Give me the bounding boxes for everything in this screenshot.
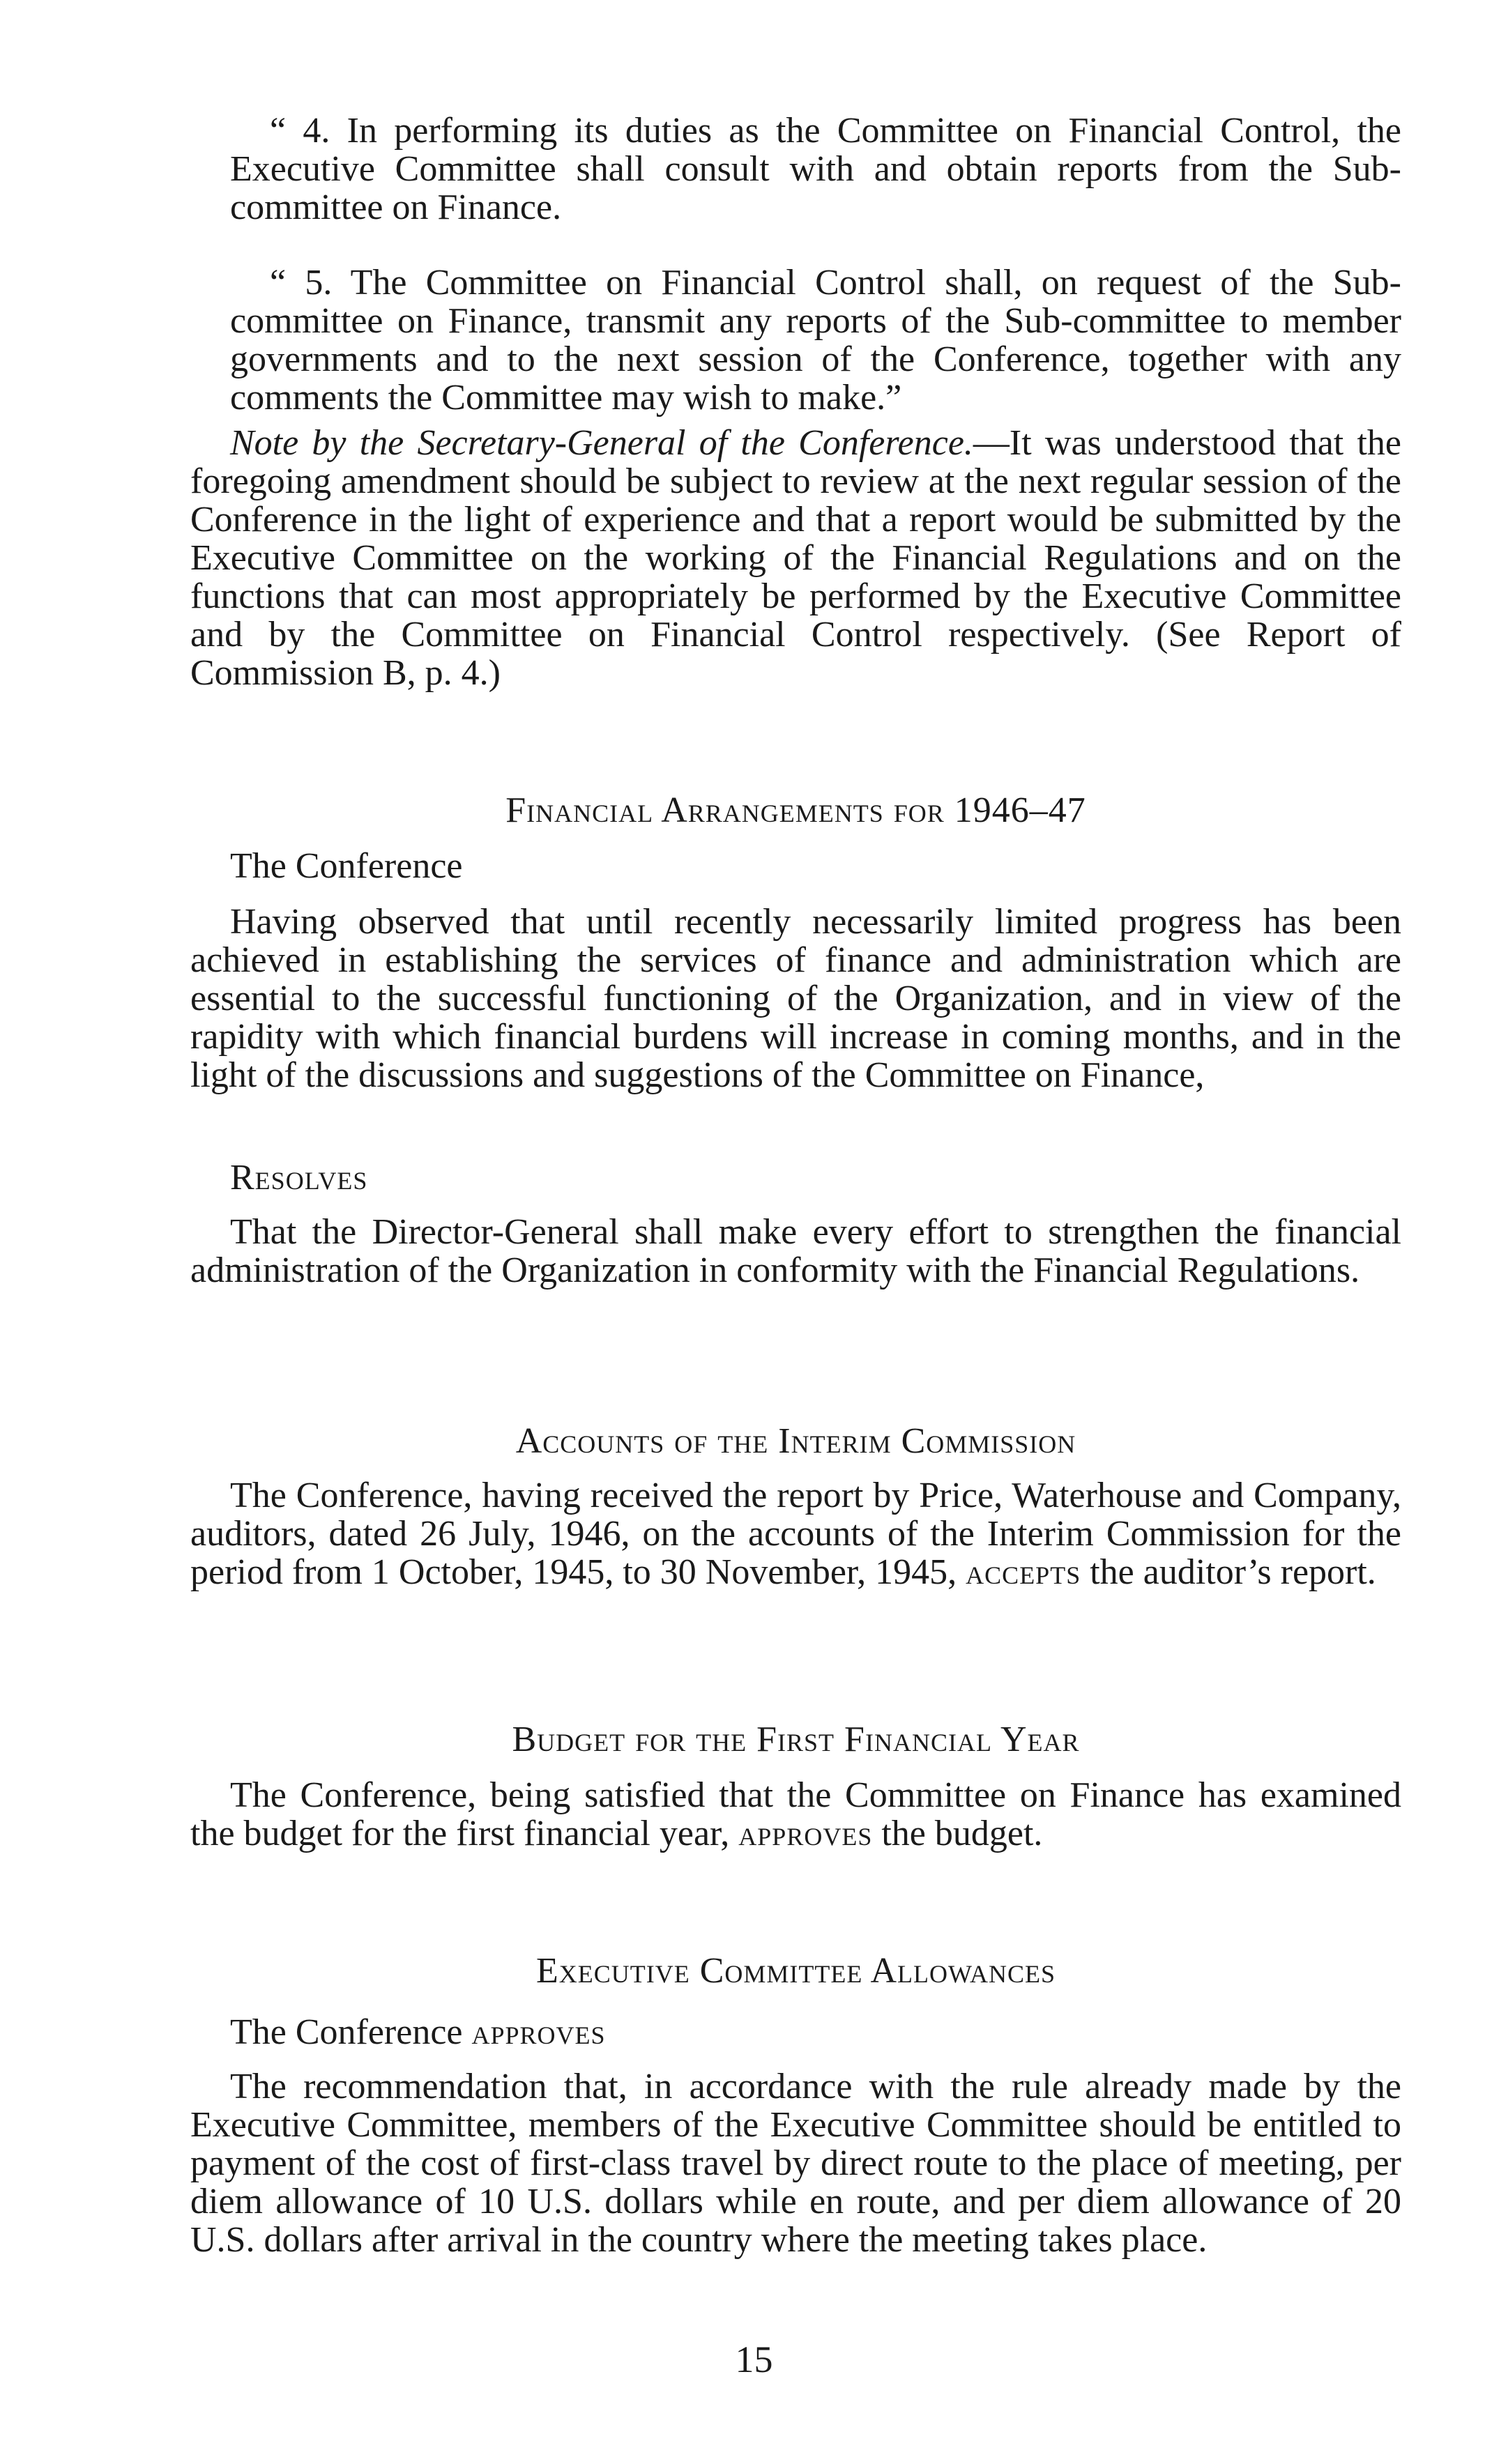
interim-accounts-tail: the auditor’s report. bbox=[1081, 1552, 1376, 1592]
allowances-heading: Executive Committee Allowances bbox=[535, 1951, 1056, 1991]
secretary-general-note bbox=[190, 424, 1401, 692]
financial-arrangements-heading: Financial Arrangements for 1946–47 bbox=[505, 790, 1086, 830]
note-title: Note by the Secretary-General of the Conference. bbox=[230, 423, 973, 463]
budget-body: The Conference, being satisfied that the Committee on Finance has examined the budget for the first financial year, bbox=[190, 1775, 1401, 1853]
note-body: —It was understood that the foregoing amendment should be subject to review at the next regular session of the Conference in the light of experience and that a report would be submitted by the Executive Committee on the working of the Financial Regulations and on the functions that can most appropriately be performed by the Executive Committee and by the Committee on Financial Control respectively. (See Report of Commission B, p. 4.) bbox=[190, 423, 1402, 693]
amendment-paragraph-4: “ 4. In performing its duties as the Committee on Financial Control, the Executive Committee shall consult with and obtain reports from the Sub-committee on Finance. bbox=[230, 111, 1401, 227]
amendment-paragraph-5: “ 5. The Committee on Financial Control shall, on request of the Sub-committee on Finance, transmit any reports of the Sub-committee to member governments and to the next session of the Conference, together with any comments the Committee may wish to make.” bbox=[230, 263, 1401, 418]
allowances-recommendation: The recommendation that, in accordance with the rule already made by the Executive Committee, members of the Executive Committee should be entitled to payment of the cost of first-class travel by direct route to the place of meeting, per diem allowance of 10 U.S. dollars while en route, and per diem allowance of 20 U.S. dollars after arrival in the country where the meeting takes place. bbox=[190, 2067, 1401, 2260]
budget-tail: the budget. bbox=[872, 1814, 1043, 1853]
budget-paragraph bbox=[190, 1776, 1401, 1853]
approves-allowances-keyword: approves bbox=[471, 2012, 606, 2052]
interim-accounts-paragraph bbox=[190, 1476, 1401, 1591]
accepts-keyword: accepts bbox=[966, 1552, 1081, 1592]
allowances-lead: The Conference bbox=[230, 2012, 463, 2052]
resolves-label: Resolves bbox=[230, 1158, 368, 1197]
page-number: 15 bbox=[735, 2339, 773, 2380]
interim-accounts-body: The Conference, having received the report by Price, Waterhouse and Company, auditors, dated 26 July, 1946, on the accounts of the Interim Commission for the period from 1 October, 1945, to 30 November, 1945, bbox=[190, 1476, 1401, 1592]
allowances-lead-line bbox=[230, 2013, 606, 2051]
approves-budget-keyword: approves bbox=[738, 1814, 873, 1853]
interim-accounts-heading: Accounts of the Interim Commission bbox=[515, 1421, 1076, 1461]
financial-arrangements-preamble: Having observed that until recently necessarily limited progress has been achieved in establishing the services of finance and administration which are essential to the successful functioning of the Organization, and in view of the rapidity with which financial burdens will increase in coming months, and in the light of the discussions and suggestions of the Committee on Finance, bbox=[190, 902, 1401, 1095]
financial-arrangements-resolution: That the Director-General shall make every effort to strengthen the financial administration of the Organization in conformity with the Financial Regulations. bbox=[190, 1212, 1401, 1290]
budget-heading: Budget for the First Financial Year bbox=[512, 1720, 1080, 1759]
financial-arrangements-lead: The Conference bbox=[230, 846, 463, 886]
